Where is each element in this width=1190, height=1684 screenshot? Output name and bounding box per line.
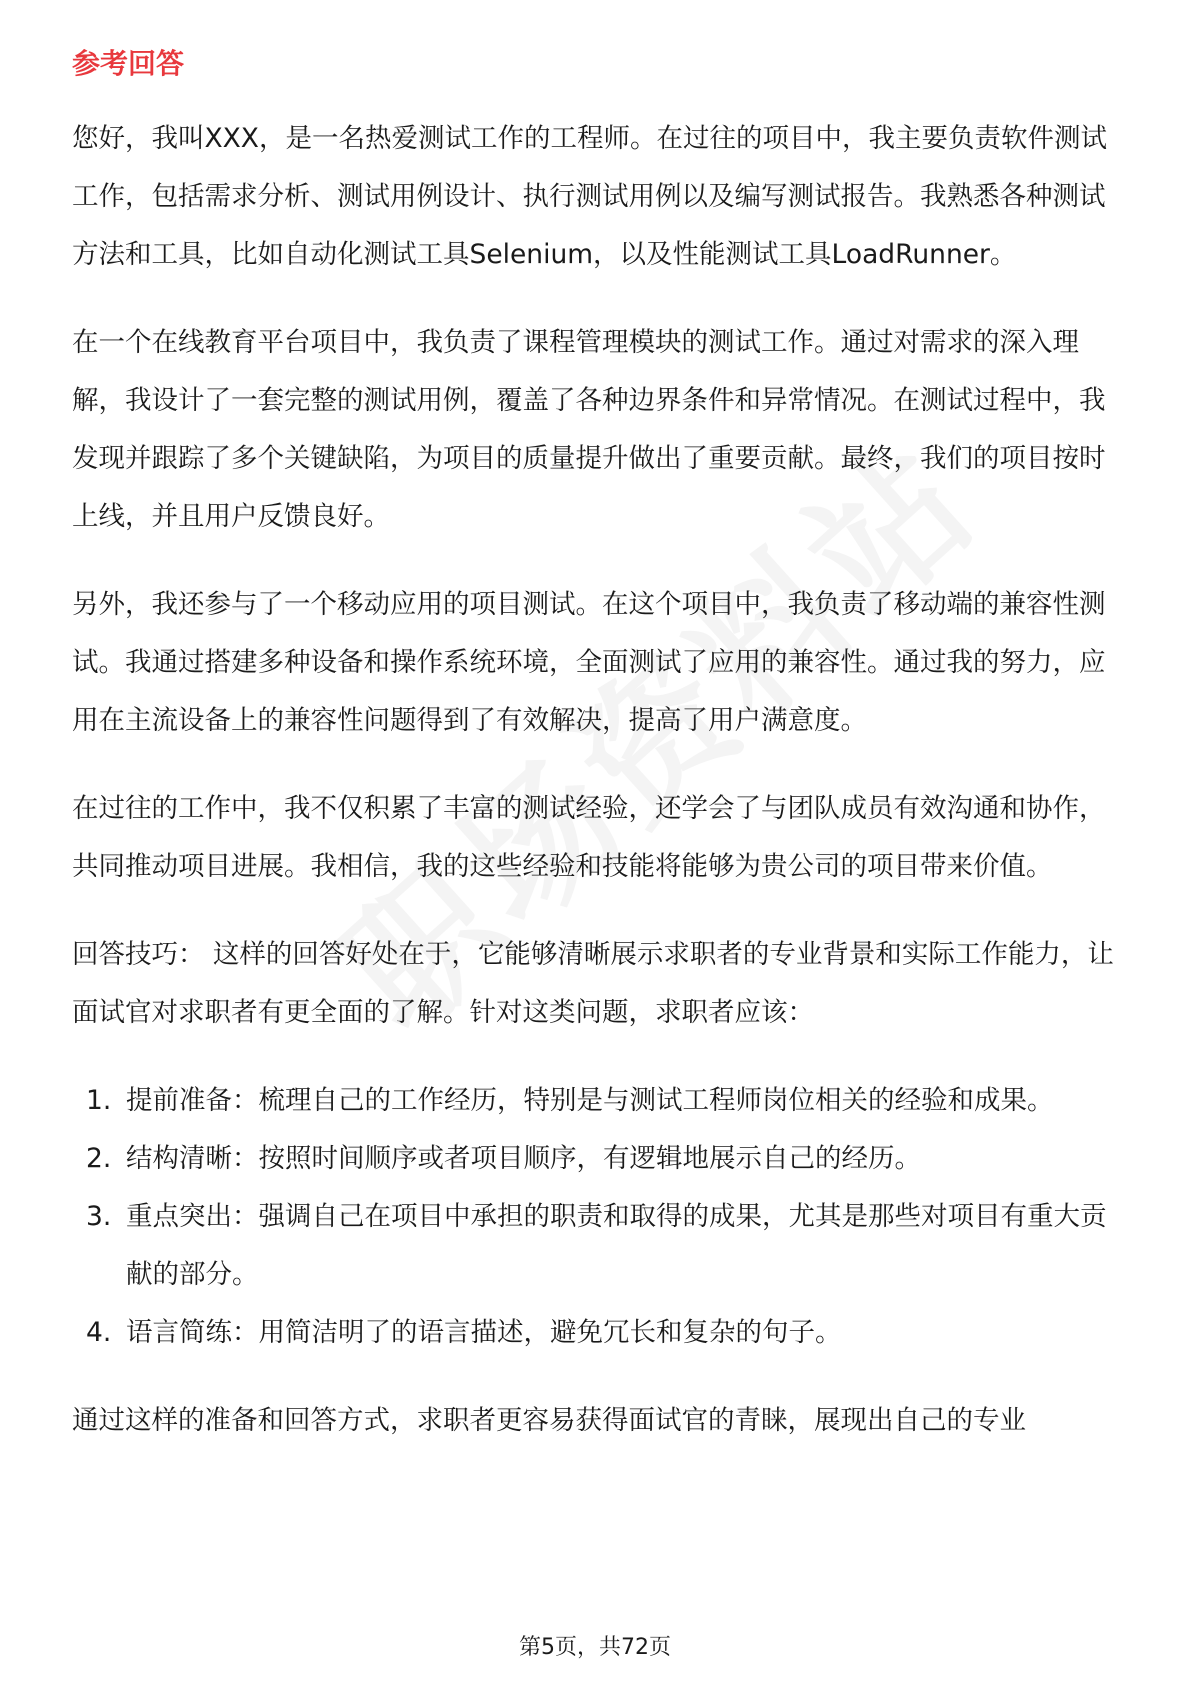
list-item xyxy=(72,1130,1122,1188)
list-item-text: 重点突出：强调自己在项目中承担的职责和取得的成果，尤其是那些对项目有重大贡献的部分。 xyxy=(126,1201,1107,1290)
list-item-text: 语言简练：用简洁明了的语言描述，避免冗长和复杂的句子。 xyxy=(126,1317,842,1348)
mobile-project-paragraph: 另外，我还参与了一个移动应用的项目测试。在这个项目中，我负责了移动端的兼容性测试。我通过搭建多种设备和操作系统环境，全面测试了应用的兼容性。通过我的努力，应用在主流设备上的兼容性问题得到了有效解决，提高了用户满意度。 xyxy=(72,589,1106,736)
list-item-text: 提前准备：梳理自己的工作经历，特别是与测试工程师岗位相关的经验和成果。 xyxy=(126,1085,1054,1116)
list-item-number: 2. xyxy=(86,1143,112,1174)
list-item xyxy=(72,1188,1122,1304)
page-number-footer: 第5页，共72页 xyxy=(519,1635,671,1660)
list-item xyxy=(72,1304,1122,1362)
list-item-number: 4. xyxy=(86,1317,112,1348)
education-project-paragraph: 在一个在线教育平台项目中，我负责了课程管理模块的测试工作。通过对需求的深入理解，我设计了一套完整的测试用例，覆盖了各种边界条件和异常情况。在测试过程中，我发现并跟踪了多个关键缺陷，为项目的质量提升做出了重要贡献。最终，我们的项目按时上线，并且用户反馈良好。 xyxy=(72,327,1106,532)
closing-paragraph: 通过这样的准备和回答方式，求职者更容易获得面试官的青睐，展现出自己的专业 xyxy=(72,1405,1026,1436)
list-item-text: 结构清晰：按照时间顺序或者项目顺序，有逻辑地展示自己的经历。 xyxy=(126,1143,921,1174)
section-heading: 参考回答 xyxy=(72,47,185,80)
list-item xyxy=(72,1072,1122,1130)
tips-list xyxy=(72,1072,1122,1362)
intro-paragraph: 您好，我叫XXX，是一名热爱测试工作的工程师。在过往的项目中，我主要负责软件测试工作，包括需求分析、测试用例设计、执行测试用例以及编写测试报告。我熟悉各种测试方法和工具，比如自动化测试工具Selenium，以及性能测试工具LoadRunner。 xyxy=(72,123,1107,270)
experience-summary-paragraph: 在过往的工作中，我不仅积累了丰富的测试经验，还学会了与团队成员有效沟通和协作，共同推动项目进展。我相信，我的这些经验和技能将能够为贵公司的项目带来价值。 xyxy=(72,793,1106,882)
document-content xyxy=(72,44,1122,1480)
list-item-number: 3. xyxy=(86,1201,112,1232)
answer-tips-paragraph: 回答技巧： 这样的回答好处在于，它能够清晰展示求职者的专业背景和实际工作能力，让面试官对求职者有更全面的了解。针对这类问题，求职者应该： xyxy=(72,939,1114,1028)
list-item-number: 1. xyxy=(86,1085,112,1116)
